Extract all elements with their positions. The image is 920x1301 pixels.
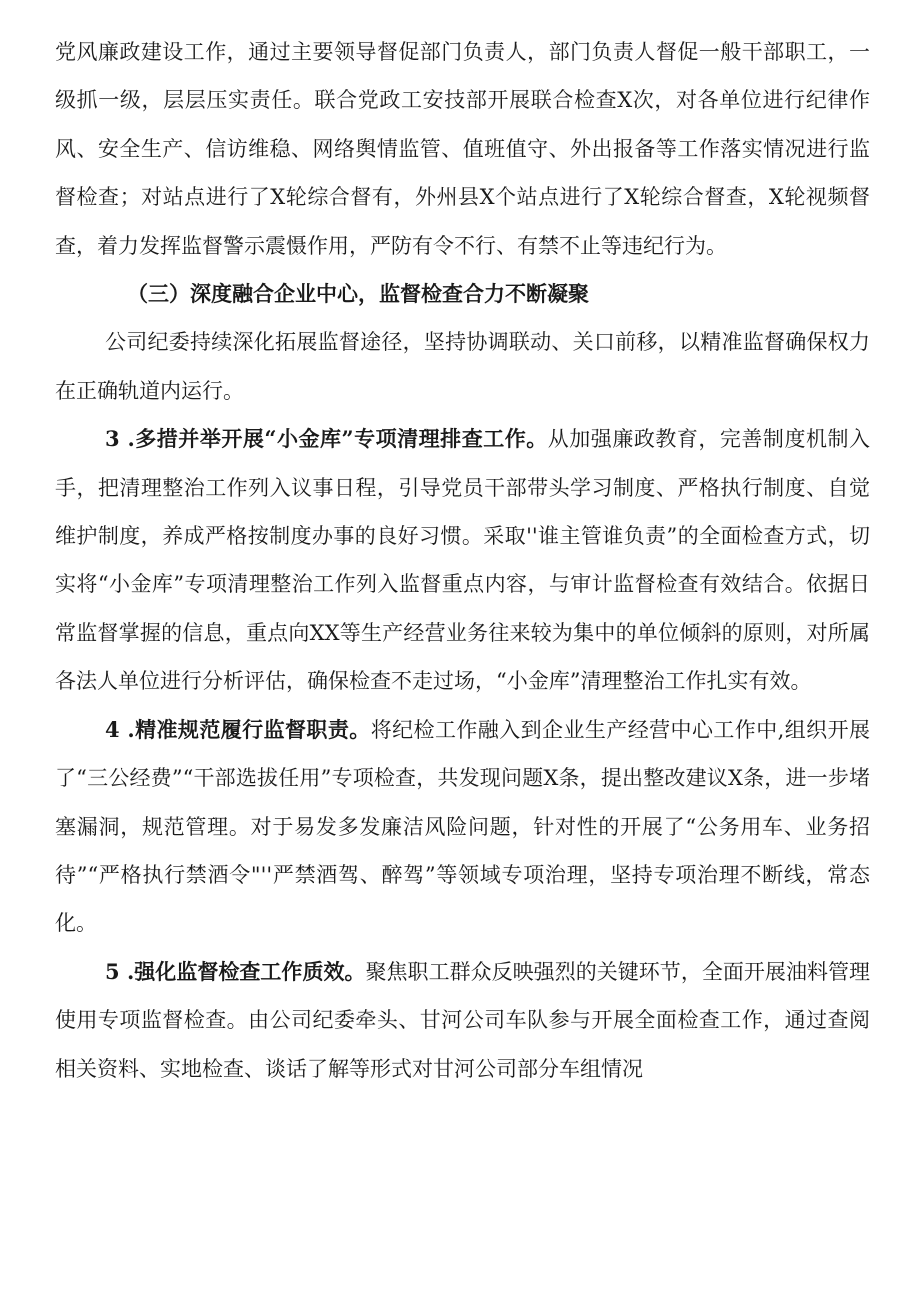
item-4-body: 将纪检工作融入到企业生产经营中心工作中,组织开展了“三公经费”“干部选拔任用”专项检查，共发现问题X条，提出整改建议X条，进一步堵塞漏洞，规范管理。对于易发多发廉洁风险问题，针对性的开展了“公务用车、业务招待”“严格执行禁酒令"''严禁酒驾、醉驾”等领域专项治理，坚持专项治理不断线，常态化。 [55, 717, 870, 936]
document-page [55, 28, 870, 1093]
paragraph-section-intro: 公司纪委持续深化拓展监督途径，坚持协调联动、关口前移，以精准监督确保权力在正确轨道内运行。 [55, 330, 870, 403]
item-4-title: 4 .精准规范履行监督职责。 [105, 716, 371, 742]
item-5-title: 5 .强化监督检查工作质效。 [105, 958, 366, 984]
paragraph-item-5 [55, 948, 870, 1093]
paragraph-item-4 [55, 706, 870, 948]
paragraph-item-3 [55, 415, 870, 705]
item-3-title: 3 .多措并举开展“小金库”专项清理排查工作。 [105, 426, 548, 452]
item-5-body: 聚焦职工群众反映强烈的关键环节，全面开展油料管理使用专项监督检查。由公司纪委牵头、甘河公司车队参与开展全面检查工作，通过查阅相关资料、实地检查、谈话了解等形式对甘河公司部分车组情况 [55, 959, 871, 1081]
section-heading-3: （三）深度融合企业中心，监督检查合力不断凝聚 [127, 281, 589, 307]
paragraph-supervision-summary: 党风廉政建设工作，通过主要领导督促部门负责人，部门负责人督促一般干部职工，一级抓一级，层层压实责任。联合党政工安技部开展联合检查X次，对各单位进行纪律作风、安全生产、信访维稳、网络舆情监管、值班值守、外出报备等工作落实情况进行监督检查；对站点进行了X轮综合督有，外州县X个站点进行了X轮综合督查，X轮视频督查，着力发挥监督警示震慑作用，严防有令不行、有禁不止等违纪行为。 [55, 40, 870, 258]
item-3-body: 从加强廉政教育，完善制度机制入手，把清理整治工作列入议事日程，引导党员干部带头学习制度、严格执行制度、自觉维护制度，养成严格按制度办事的良好习惯。采取''谁主管谁负责”的全面检查方式，切实将“小金库”专项清理整治工作列入监督重点内容，与审计监督检查有效结合。依据日常监督掌握的信息，重点向XX等生产经营业务往来较为集中的单位倾斜的原则，对所属各法人单位进行分析评估，确保检查不走过场，“小金库”清理整治工作扎实有效。 [55, 427, 871, 694]
